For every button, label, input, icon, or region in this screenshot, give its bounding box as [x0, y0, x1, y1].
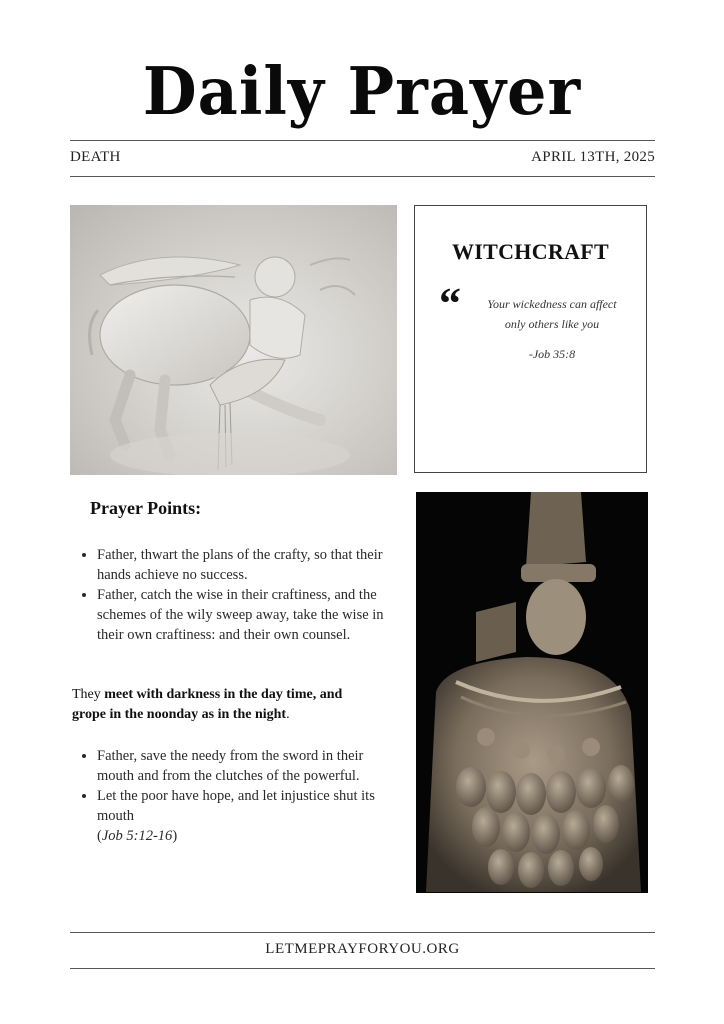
quote-heading: WITCHCRAFT [451, 239, 609, 264]
verse-lead: They [72, 687, 105, 702]
citation-ref: Job 5:12-16 [101, 828, 173, 844]
citation-close: ) [172, 828, 178, 844]
relief-image-art [70, 205, 397, 475]
masthead [0, 52, 724, 132]
quote-mark-icon: “ [439, 279, 461, 328]
verse-tail: . [286, 707, 290, 722]
quote-text: Your wickedness can affect only others like you [487, 297, 617, 331]
citation-open: ( [97, 828, 102, 844]
prayer-points-list-2 [80, 746, 382, 846]
divider-footer-top [70, 932, 655, 933]
statue-image [416, 492, 648, 893]
prayer-points-list-1 [80, 545, 397, 645]
quote-card [414, 205, 647, 473]
quote-citation: -Job 35:8 [528, 347, 576, 361]
topic-label: DEATH [70, 149, 121, 165]
verse-paragraph [72, 685, 372, 725]
list-item [97, 786, 382, 846]
page-title: Daily Prayer [142, 53, 582, 130]
prayer-points-title: Prayer Points: [90, 498, 202, 518]
statue-image-art [416, 492, 648, 893]
relief-image [70, 205, 397, 475]
list-item-text: Let the poor have hope, and let injustice shut its mouth [97, 788, 375, 824]
meta-bar [70, 149, 655, 166]
divider-footer-bottom [70, 968, 655, 969]
divider-top [70, 140, 655, 141]
list-item: • Father, save the needy from the sword in their mouth and from the clutches of the powerful. [97, 746, 382, 786]
footer-website[interactable]: LETMEPRAYFORYOU.ORG [265, 941, 460, 957]
list-item: • Father, thwart the plans of the crafty, so that their hands achieve no success. [97, 545, 397, 585]
list-item: • Father, catch the wise in their craftiness, and the schemes of the wily sweep away, take the wise in their own craftiness: and their own counsel. [97, 585, 397, 645]
divider-meta-bottom [70, 176, 655, 177]
scripture-citation [97, 826, 382, 846]
verse-bold: meet with darkness in the day time, and grope in the noonday as in the night [72, 687, 343, 722]
date-label: APRIL 13TH, 2025 [531, 149, 655, 165]
